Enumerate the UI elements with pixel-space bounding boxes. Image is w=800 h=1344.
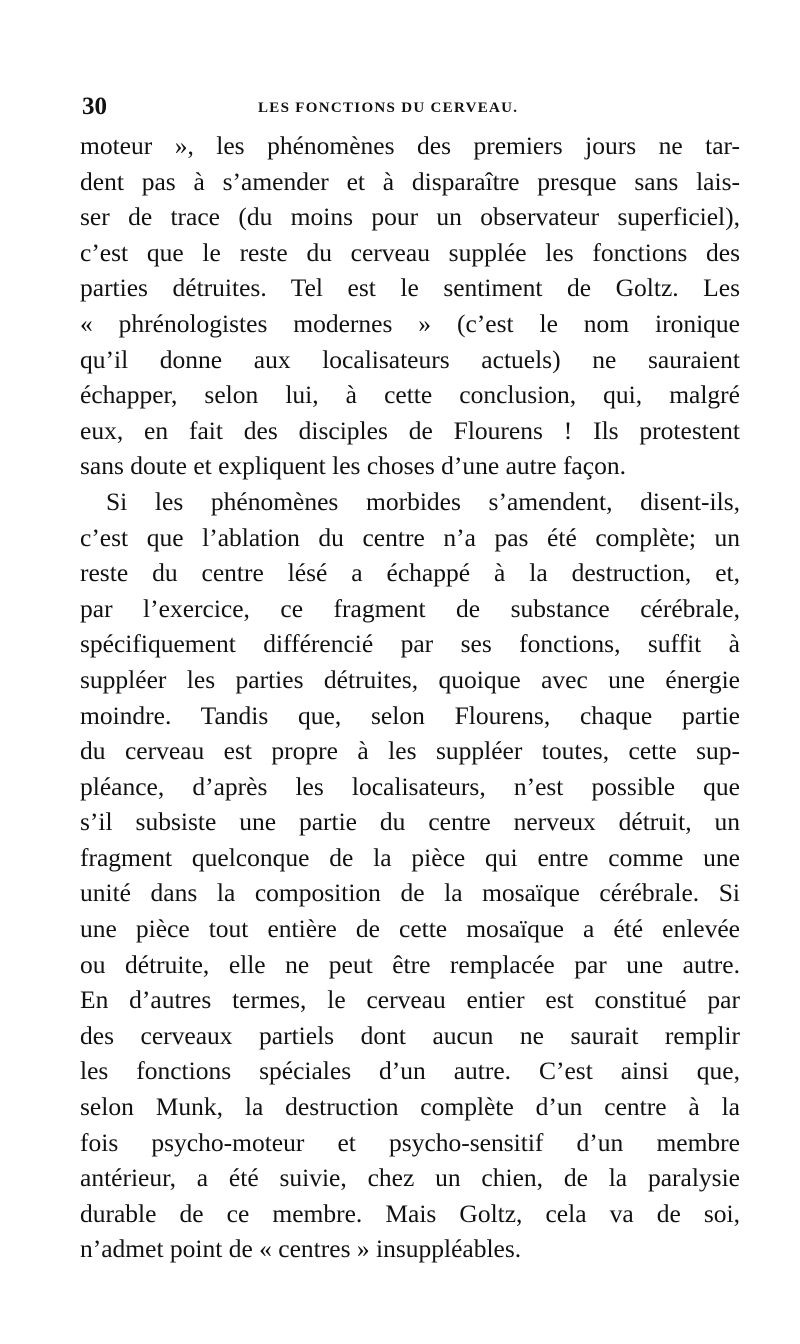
text-line: « phrénologistes modernes » (c’est le nom ironique [80, 308, 740, 338]
running-title: LES FONCTIONS DU CERVEAU. [258, 100, 519, 116]
text-line: c’est que le reste du cerveau supplée les fonctions des [80, 237, 740, 267]
body-text [80, 128, 740, 1267]
text-line: ser de trace (du moins pour un observateur superficiel), [80, 202, 740, 232]
text-line: pléance, d’après les localisateurs, n’est possible que [80, 771, 740, 801]
text-line: reste du centre lésé a échappé à la destruction, et, [80, 558, 740, 588]
text-line: unité dans la composition de la mosaïque cérébrale. Si [80, 878, 740, 908]
text-line: selon Munk, la destruction complète d’un centre à la [80, 1092, 740, 1122]
text-line: les fonctions spéciales d’un autre. C’est ainsi que, [80, 1056, 740, 1086]
text-line: fragment quelconque de la pièce qui entre comme une [80, 842, 740, 872]
text-line: spécifiquement différencié par ses fonctions, suffit à [80, 629, 740, 659]
text-line: moindre. Tandis que, selon Flourens, chaque partie [80, 700, 740, 730]
text-line: moteur », les phénomènes des premiers jours ne tar- [80, 131, 740, 160]
text-line: c’est que l’ablation du centre n’a pas été complète; un [80, 522, 740, 552]
text-line: suppléer les parties détruites, quoique avec une énergie [80, 664, 740, 694]
running-header [82, 92, 732, 122]
text-line: durable de ce membre. Mais Goltz, cela va de soi, [80, 1198, 740, 1228]
text-line: ou détruite, elle ne peut être remplacée par une autre. [80, 949, 740, 979]
text-line: parties détruites. Tel est le sentiment de Goltz. Les [80, 273, 740, 303]
text-line: s’il subsiste une partie du centre nerveux détruit, un [80, 807, 740, 837]
text-line: par l’exercice, ce fragment de substance cérébrale, [80, 593, 740, 623]
text-line: eux, en fait des disciples de Flourens ! Ils protestent [80, 415, 740, 445]
text-line: dent pas à s’amender et à disparaître presque sans lais- [80, 166, 740, 196]
text-line: qu’il donne aux localisateurs actuels) ne sauraient [80, 344, 740, 374]
text-line: antérieur, a été suivie, chez un chien, de la paralysie [80, 1163, 740, 1193]
text-line: n’admet point de « centres » insuppléables. [80, 1234, 522, 1264]
text-line: sans doute et expliquent les choses d’une autre façon. [80, 451, 626, 481]
text-line: du cerveau est propre à les suppléer toutes, cette sup- [80, 736, 740, 766]
text-line: une pièce tout entière de cette mosaïque a été enlevée [80, 914, 740, 944]
text-line: fois psycho-moteur et psycho-sensitif d’un membre [80, 1127, 740, 1157]
text-line: Si les phénomènes morbides s’amendent, disent-ils, [106, 486, 740, 516]
text-line: échapper, selon lui, à cette conclusion, qui, malgré [80, 380, 740, 410]
text-line: des cerveaux partiels dont aucun ne saurait remplir [80, 1020, 740, 1050]
page-number: 30 [82, 93, 107, 120]
text-line: En d’autres termes, le cerveau entier est constitué par [80, 985, 740, 1015]
